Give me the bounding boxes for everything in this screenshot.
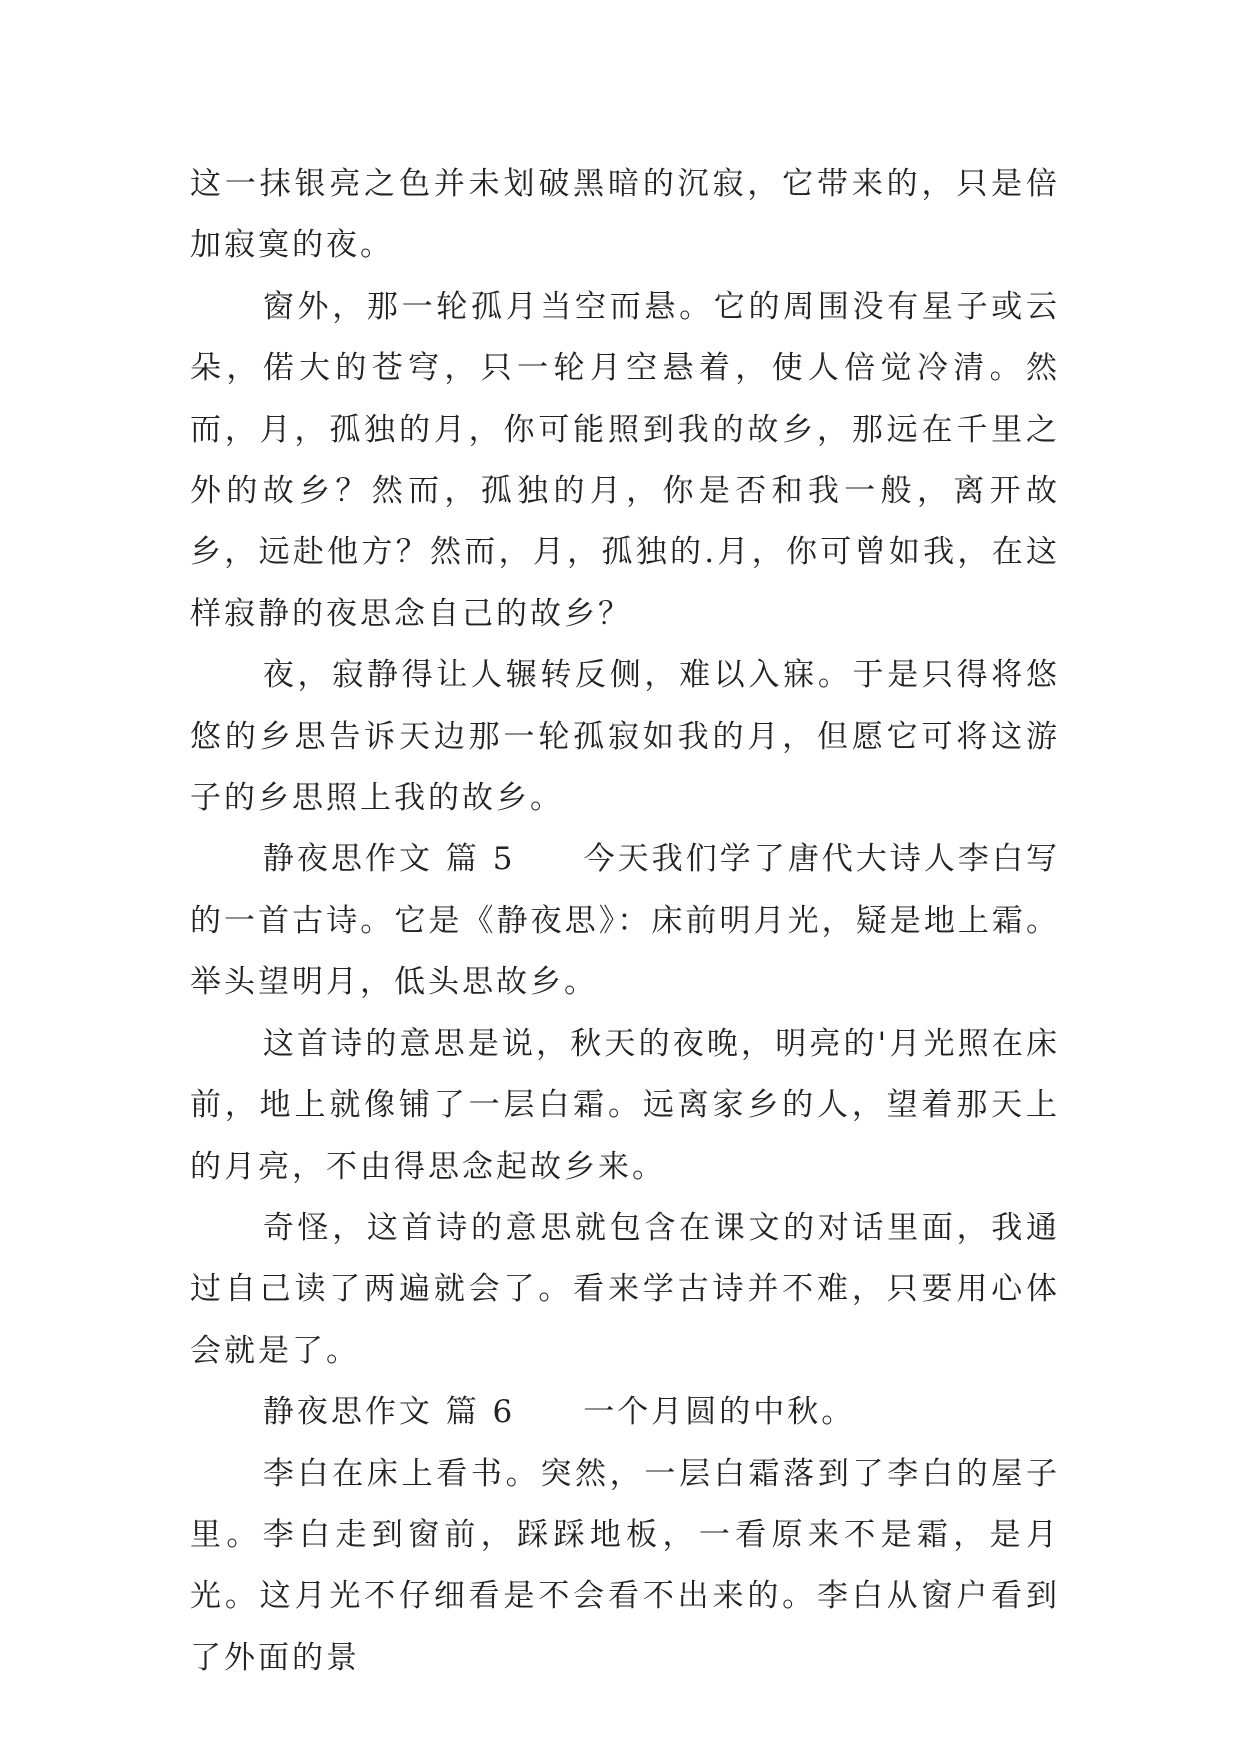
paragraph-4-section-5-heading: 静夜思作文 篇 5 今天我们学了唐代大诗人李白写的一首古诗。它是《静夜思》：床前明月光，疑是地上霜。举头望明月，低头思故乡。: [190, 841, 1060, 1001]
paragraph-6: 奇怪，这首诗的意思就包含在课文的对话里面，我通过自己读了两遍就会了。看来学古诗并不难，只要用心体会就是了。: [190, 1209, 1060, 1369]
paragraph-1: 这一抹银亮之色并未划破黑暗的沉寂，它带来的，只是倍加寂寞的夜。: [190, 166, 1060, 264]
document-body: [190, 154, 1060, 1689]
paragraph-3: 夜，寂静得让人辗转反侧，难以入寐。于是只得将悠悠的乡思告诉天边那一轮孤寂如我的月，但愿它可将这游子的乡思照上我的故乡。: [190, 657, 1060, 817]
paragraph-2: 窗外，那一轮孤月当空而悬。它的周围没有星子或云朵，偌大的苍穹，只一轮月空悬着，使人倍觉冷清。然而，月，孤独的月，你可能照到我的故乡，那远在千里之外的故乡？然而，孤独的月，你是否和我一般，离开故乡，远赴他方？然而，月，孤独的.月，你可曾如我，在这样寂静的夜思念自己的故乡？: [190, 288, 1060, 632]
paragraph-7-section-6-heading: 静夜思作文 篇 6 一个月圆的中秋。: [262, 1394, 856, 1431]
paragraph-8: 李白在床上看书。突然，一层白霜落到了李白的屋子里。李白走到窗前，踩踩地板，一看原来不是霜，是月光。这月光不仔细看是不会看不出来的。李白从窗户看到了外面的景: [190, 1455, 1060, 1676]
paragraph-5: 这首诗的意思是说，秋天的夜晚，明亮的'月光照在床前，地上就像铺了一层白霜。远离家乡的人，望着那天上的月亮，不由得思念起故乡来。: [190, 1025, 1060, 1185]
